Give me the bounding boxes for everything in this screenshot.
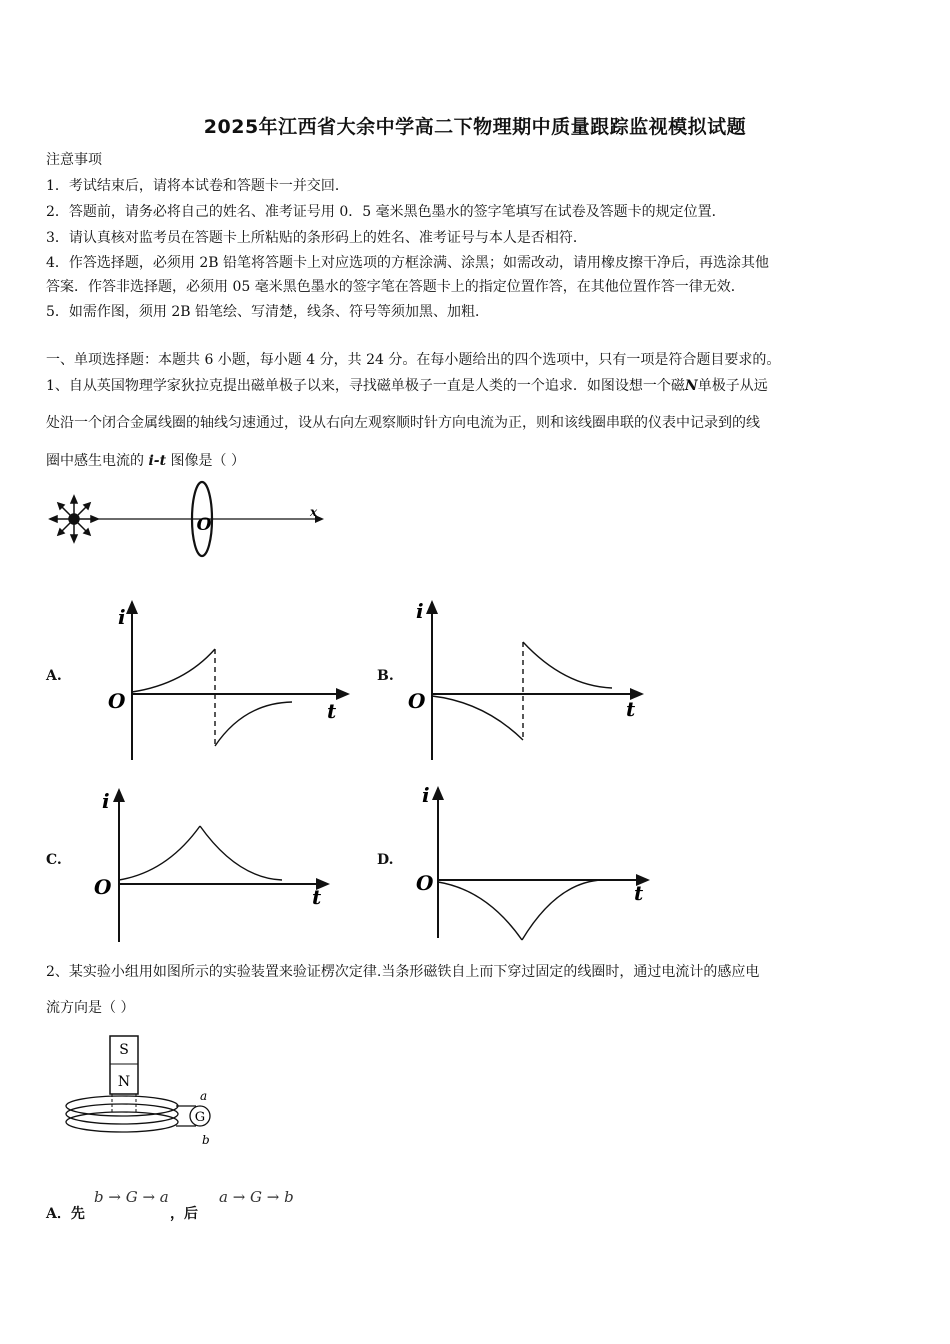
option-a-graph [104,598,354,764]
q2-line-2: 流方向是（ ） [46,1000,135,1016]
origin-label: O [408,689,426,713]
axis-t-label: t [312,885,322,909]
terminal-a-label: a [200,1089,208,1103]
option-c-label[interactable]: C. [46,852,62,868]
option-b-graph [404,598,654,764]
q1-text-post: 图像是（ ） [166,453,245,469]
q1-line-2: 处沿一个闭合金属线圈的轴线匀速通过，设从右向左观察顺时针方向电流为正，则和该线圈串联的仪表中记录到的线 [46,415,760,431]
notice-item: 5．如需作图，须用 2B 铅笔绘、写清楚，线条、符号等须加黑、加粗． [46,304,490,320]
page-title: 2025年江西省大余中学高二下物理期中质量跟踪监视模拟试题 [203,116,747,138]
curve-c-fall [200,826,282,880]
curve-d-rise [522,880,602,940]
section-heading: 一、单项选择题：本题共 6 小题，每小题 4 分，共 24 分。在每小题给出的四个选项中，只有一项是符合题目要求的。 [46,352,781,368]
curve-c-rise [119,826,200,880]
q1-n-symbol: N [684,378,698,394]
q1-monopole-figure [40,478,340,564]
curve-d-fall [438,882,522,940]
origin-label: O [94,875,112,899]
q1-line-1 [46,376,768,396]
notice-item: 3．请认真核对监考员在答题卡上所粘贴的条形码上的姓名、准考证号与本人是否相符． [46,230,587,246]
magnet-s-label: S [119,1042,129,1058]
q1-it-symbol: i-t [148,453,167,469]
terminal-b-label: b [202,1133,210,1147]
option-d-graph [412,782,662,948]
q2-option-a-second: a → G → b [219,1188,294,1206]
figure-x-label: x [310,505,318,519]
galvanometer-label: G [194,1110,206,1125]
axis-i-label: i [422,783,430,807]
notice-item: 2．答题前，请务必将自己的姓名、准考证号用 0．5 毫米黑色墨水的签字笔填写在试卷及答题卡的规定位置． [46,204,726,220]
option-c-graph [92,782,342,948]
q1-text: 1、自从英国物理学家狄拉克提出磁单极子以来，寻找磁单极子一直是人类的一个追求．如图设想一个磁 [46,378,685,394]
axis-t-label: t [634,881,644,905]
q2-option-a-label[interactable]: A．先 [46,1206,85,1222]
notice-item: 1．考试结束后，请将本试卷和答题卡一并交回． [46,178,349,194]
q1-text-pre: 圈中感生电流的 [46,453,149,469]
curve-a-rise [132,649,215,692]
q1-line-3 [46,451,245,471]
q2-option-a-sep: ，后 [170,1206,198,1222]
axis-i-label: i [118,605,126,629]
origin-label: O [416,871,434,895]
axis-i-label: i [416,599,424,623]
curve-a-decay [215,702,292,746]
q2-line-1: 2、某实验小组用如图所示的实验装置来验证楞次定律.当条形磁铁自上而下穿过固定的线圈时，通过电流计的感应电 [46,964,760,980]
origin-label: O [108,689,126,713]
axis-t-label: t [626,697,636,721]
q1-text-tail: 单极子从远 [697,378,768,394]
figure-o-label: O [196,515,212,535]
axis-t-label: t [327,699,337,723]
curve-b-decay [523,642,612,688]
notice-item: 答案．作答非选择题，必须用 05 毫米黑色墨水的签字笔在答题卡上的指定位置作答，在其他位置作答一律无效． [46,279,745,295]
curve-b-fall [432,696,523,740]
notice-item: 4．作答选择题，必须用 2B 铅笔将答题卡上对应选项的方框涂满、涂黑；如需改动，请用橡皮擦干净后，再选涂其他 [46,255,769,271]
notice-heading: 注意事项 [46,152,102,168]
magnet-n-label: N [117,1074,131,1090]
axis-i-label: i [102,789,110,813]
option-a-label[interactable]: A. [46,668,62,684]
q2-coil-figure [60,1034,220,1150]
q2-option-a-first: b → G → a [94,1188,169,1206]
option-d-label[interactable]: D. [377,852,394,868]
option-b-label[interactable]: B. [377,668,394,684]
